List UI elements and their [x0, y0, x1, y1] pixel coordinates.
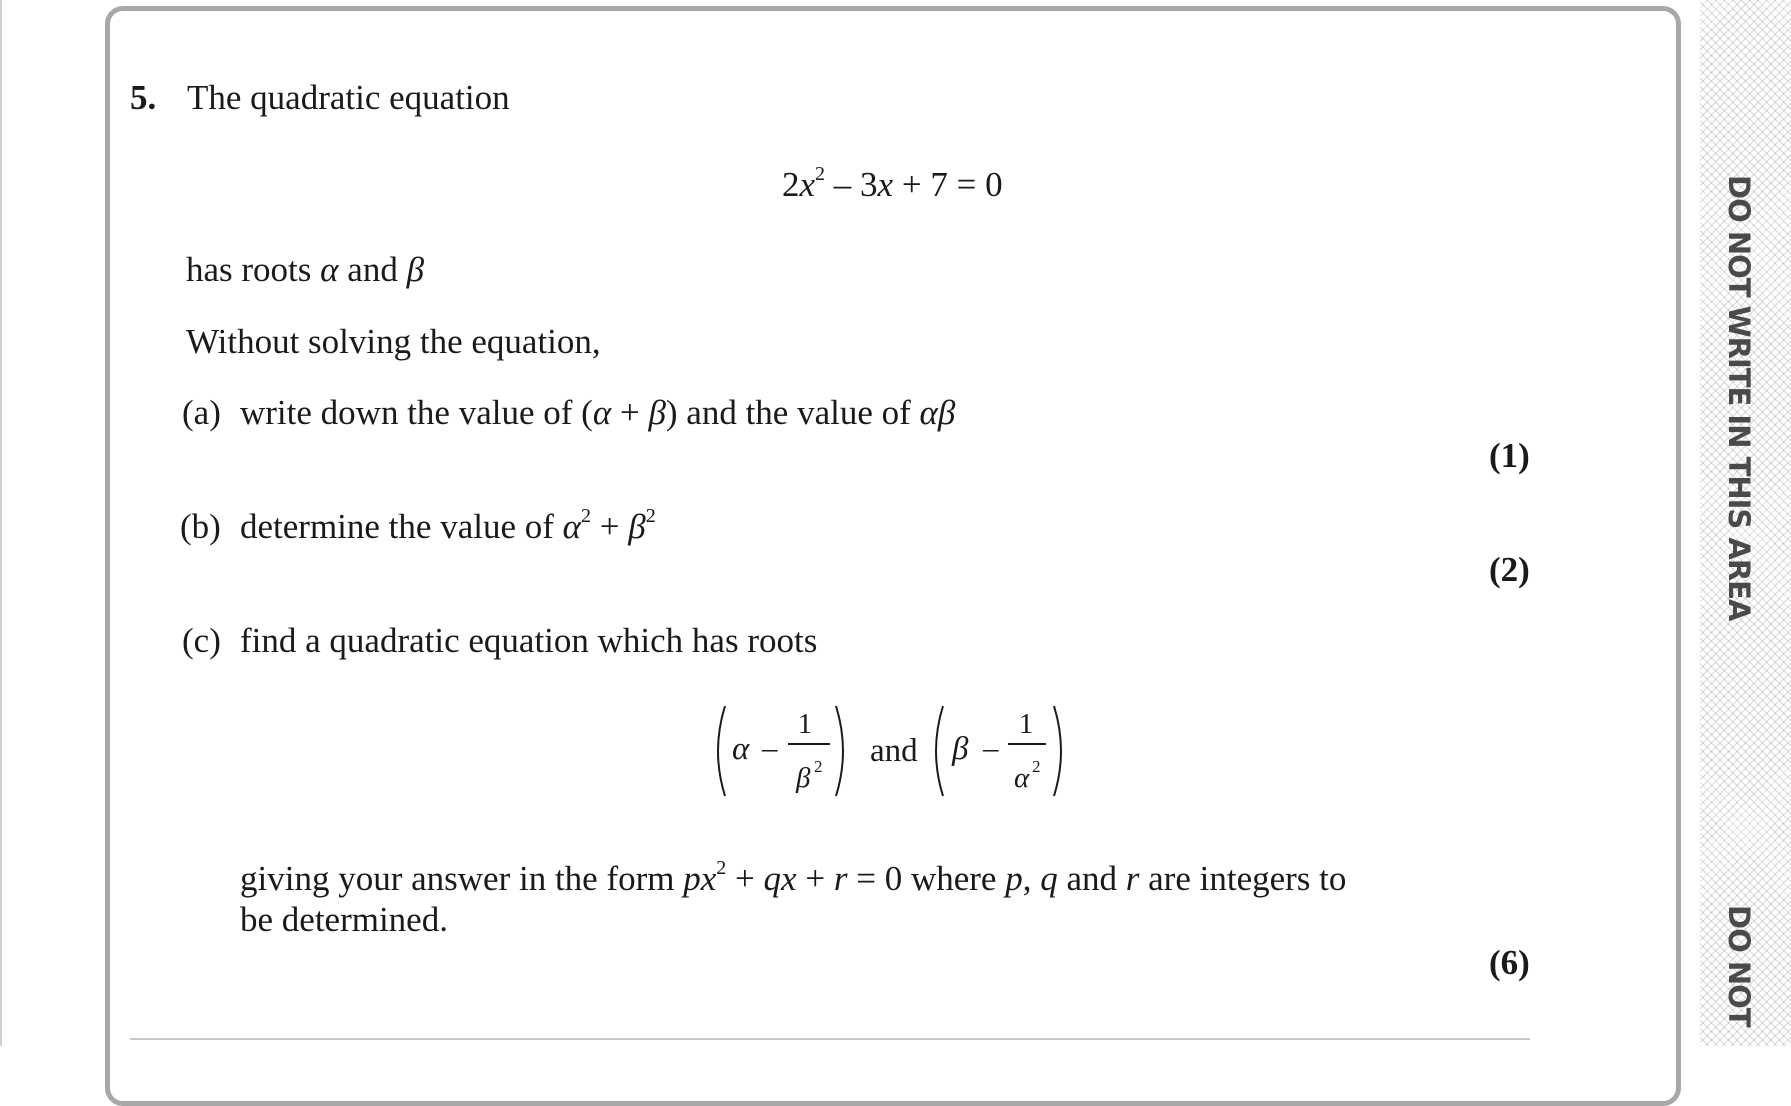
part-a-label: (a) [182, 393, 221, 432]
part-b-text: determine the value of $\alpha^2 + \beta^2$ [240, 505, 656, 546]
root2-right-paren [1054, 706, 1061, 796]
root2-denominator: α [1014, 762, 1030, 794]
part-c-answer-form: giving your answer in the form $px^2$ + qx + r = 0 where p, q and r are integers to [240, 857, 1347, 898]
roots-statement: has roots α and β [186, 250, 425, 289]
root1-denominator: β [796, 762, 811, 794]
root2-minus: – [983, 730, 999, 765]
root1-numerator: 1 [797, 708, 813, 740]
roots-connector: and [870, 733, 918, 769]
part-c-mark: (6) [1489, 943, 1530, 982]
root2-left-paren [936, 706, 943, 796]
root1-left-paren [718, 706, 725, 796]
do-not-write-label-2: DO NOT [1722, 905, 1756, 1027]
root1-right-paren [836, 706, 843, 796]
part-c-label: (c) [182, 621, 221, 660]
part-b-mark: (2) [1489, 550, 1530, 589]
root1-den-exponent: 2 [814, 757, 823, 776]
root1-var: α [732, 731, 750, 767]
question-number: 5. [130, 78, 157, 117]
instruction-text: Without solving the equation, [186, 322, 601, 361]
root1-minus: – [762, 730, 778, 765]
answer-rule [130, 1038, 1530, 1040]
do-not-write-label: DO NOT WRITE IN THIS AREA [1722, 175, 1756, 621]
root2-numerator: 1 [1018, 708, 1034, 740]
part-a-text: write down the value of (α + β) and the value of αβ [240, 393, 956, 432]
question-title: The quadratic equation [187, 78, 510, 117]
part-a-mark: (1) [1489, 436, 1530, 475]
root2-den-exponent: 2 [1032, 757, 1041, 776]
part-c-text: find a quadratic equation which has roots [240, 621, 818, 660]
roots-expression [708, 696, 1108, 806]
left-edge-line [0, 0, 2, 1046]
main-equation: $2x^2 - 3x + 7 = 0$ [782, 163, 1003, 204]
part-c-answer-form-line2: be determined. [240, 900, 448, 939]
part-b-label: (b) [180, 507, 221, 546]
root2-var: β [952, 731, 969, 767]
